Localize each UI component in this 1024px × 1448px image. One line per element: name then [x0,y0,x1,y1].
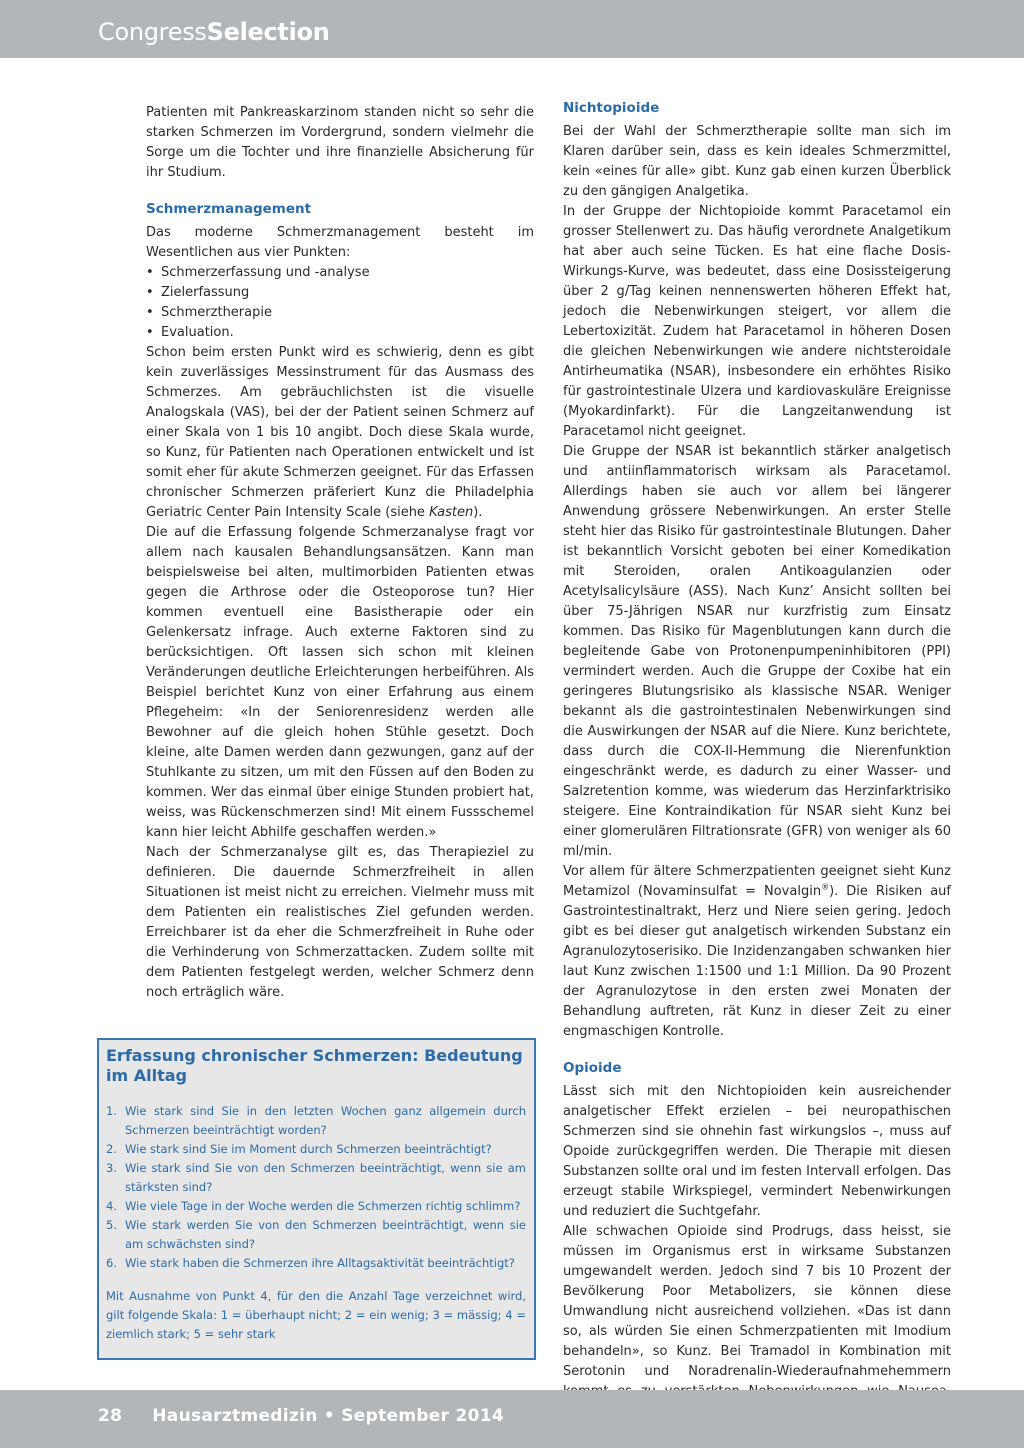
registered-mark: ® [821,882,830,892]
question-item [106,1140,526,1159]
question-text: Wie stark sind Sie in den letzten Wochen ganz allgemein durch Schmerzen beeinträchtigt worden? [125,1104,526,1137]
question-number: 5. [106,1218,117,1232]
paragraph: Nach der Schmerzanalyse gilt es, das Therapieziel zu definieren. Die dauernde Schmerzfreiheit in allen Situationen ist meist nicht zu erreichen. Vielmehr muss mit dem Patienten ein realistisches Ziel gefunden werden. Erreichbarer ist da eher die Schmerzfreiheit in Ruhe oder die Verhinderung von Schmerzattacken. Zudem sollte mit dem Patienten festgelegt werden, welcher Schmerz denn noch erträglich wäre. [146,845,534,1000]
paragraph: Alle schwachen Opioide sind Prodrugs, dass heisst, sie müssen im Organismus erst in wirksame Substanzen umgewandelt werden. Jedoch sind 7 bis 10 Prozent der Bevölkerung Poor Metabolizers, sie können diese Umwandlung nicht ausreichend vollziehen. «Das ist dann so, als würden Sie einen Schmerzpatienten mit Imodium behandeln», so Kunz. Bei Tramadol in Kombination mit Serotonin und Noradrenalin-Wiederaufnahmehemmern [563,1224,951,1379]
brand-bold: Selection [206,18,330,46]
page-number: 28 [98,1406,123,1426]
question-text: Wie stark sind Sie von den Schmerzen beeinträchtigt, wenn sie am stärksten sind? [125,1161,526,1194]
info-box [97,1038,536,1360]
question-text: Wie stark werden Sie von den Schmerzen beeinträchtigt, wenn sie am schwächsten sind? [125,1218,526,1251]
question-item [106,1254,526,1273]
heading-opioide: Opioide [563,1060,622,1076]
question-text: Wie viele Tage in der Woche werden die Schmerzen richtig schlimm? [125,1199,521,1213]
question-item [106,1216,526,1254]
paragraph: Bei der Wahl der Schmerztherapie sollte man sich im Klaren darüber sein, dass es kein ideales Schmerzmittel, kein «eines für alle» gibt. Kunz gab einen kurzen Überblick zu den gängigen Analgetika. [563,124,951,199]
question-list [99,1102,534,1273]
question-number: 4. [106,1199,117,1213]
paragraph: In der Gruppe der Nichtopioide kommt Paracetamol ein grosser Stellenwert zu. Das häufig verordnete Analgetikum hat aber auch seine Tücken. Es hat eine flache Dosis-Wirkungs-Kurve, was bedeutet, dass eine Dosissteigerung über 2 g/Tag keinen nennenswerten höheren Effekt hat, jedoch die Nebenwirkungen steigert, vor allem die Lebertoxizität. Zudem hat Paracetamol in höheren Dosen die gleichen Nebenwirkungen wie andere nichtsteroidale Antirheumatika (NSAR), insbesondere ein erhöhtes Risiko für gastrointestinale Ulzera und kardiovaskuläre Ereignisse (Myokardinfarkt). Für die Langzeitanwendung ist Paracetamol nicht geeignet. [563,204,951,439]
paragraph: Die Gruppe der NSAR ist bekanntlich stärker analgetisch und antiinflammatorisch wirksam als Paracetamol. Allerdings haben sie auch vor allem bei längerer Anwendung grössere Nebenwirkungen. An erster Stelle steht hier das Risiko für gastrointestinale Blutungen. Daher ist bekanntlich Vorsicht geboten bei einer Komedikation mit Steroiden, oralen Antikoagulanzien oder Acetylsalicylsäure (ASS). Nach Kunz’ Ansicht sollten bei über 75-Jährigen NSAR nur kurzfristig zum Einsatz kommen. Das Risiko für Magenblutungen kann durch die begleitende Gabe von Protonenpumpeninhibitoren (PPI) vermindert werden. Auch die Gruppe der Coxibe hat ein geringeres Blutungsrisiko als klassische NSAR. Weniger bekannt als die gastrointestinalen Nebenwirkungen sind die Auswirkungen der NSAR auf die Niere. Kunz berichtete, dass durch die COX-II-Hemmung die Nierenfunktion eingeschränkt werde, es dadurch zu einer Wasser- und Salzretention komme, was wiederum das Herzinfarktrisiko steigere. Eine Kontraindikation für NSAR sieht Kunz bei einer glomerulären Filtrationsrate (GFR) von weniger als 60 ml/min. [563,444,951,859]
text: ). [473,505,483,520]
emphasis: Kasten [429,505,474,520]
text: Vor allem für ältere Schmerzpatienten geeignet sieht Kunz Metamizol (Novaminsulfat = Novalgin [563,864,951,899]
brand-logo [98,18,329,46]
brand-light: Congress [98,18,207,46]
question-number: 1. [106,1104,117,1118]
question-text: Wie stark sind Sie im Moment durch Schmerzen beeinträchtigt? [125,1142,492,1156]
question-number: 6. [106,1256,117,1270]
box-title: Erfassung chronischer Schmerzen: Bedeutung im Alltag [106,1046,523,1085]
paragraph: Lässt sich mit den Nichtopioiden kein ausreichender analgetischer Effekt erzielen – bei neuropathischen Schmerzen sind sie ohnehin fast wirkungslos –, muss auf Opoide zurückgegriffen werden. Die Therapie mit diesen Substanzen sollte oral und im festen Intervall erfolgen. Das erzeugt stabile Wirkspiegel, vermindert Nebenwirkungen und reduziert die Suchtgefahr. [563,1084,951,1219]
box-note: Mit Ausnahme von Punkt 4, für den die Anzahl Tage verzeichnet wird, gilt folgende Skala: 1 = überhaupt nicht; 2 = ein wenig; 3 = mässig; 4 = ziemlich stark; 5 = sehr stark [106,1289,526,1341]
bullet-item: • Zielerfassung [146,283,534,303]
header-bar [0,0,1024,58]
question-number: 2. [106,1142,117,1156]
text: Schon beim ersten Punkt wird es schwierig, denn es gibt kein zuverlässiges Messinstrument für das Ausmass des Schmerzes. Am gebräuchlichsten ist die visuelle Analogskala (VAS), bei der der Patient seinen Schmerz auf einer Skala von 1 bis 10 angibt. Doch diese Skala wurde, so Kunz, für Patienten nach Operationen entwickelt und ist somit eher für akute Schmerzen geeignet. Für das Erfassen chronischer Schmerzen präferiert Kunz die Philadelphia Geriatric Center Pain Intensity Scale (siehe [146,345,534,520]
heading-nichtopioide: Nichtopioide [563,100,660,116]
bullet-list [146,263,534,343]
journal-info: Hausarztmedizin • September 2014 [152,1406,505,1426]
intro-paragraph: Patienten mit Pankreaskarzinom standen nicht so sehr die starken Schmerzen im Vordergrund, sondern vielmehr die Sorge um die Tochter und ihre finanzielle Absicherung für ihr Studium. [146,105,534,180]
left-column [146,103,534,1003]
bullet-item: • Evaluation. [146,323,534,343]
question-text: Wie stark haben die Schmerzen ihre Alltagsaktivität beeinträchtigt? [125,1256,515,1270]
footer [98,1406,504,1426]
right-column [563,98,951,1442]
paragraph [563,862,951,1042]
paragraph: Die auf die Erfassung folgende Schmerzanalyse fragt vor allem nach kausalen Behandlungsansätzen. Kann man beispielsweise bei alten, multimorbiden Patienten etwas gegen die Arthrose oder die Osteoporose tun? Hier kommen eventuell eine Basistherapie oder ein Gelenkersatz infrage. Auch externe Faktoren sind zu berücksichtigen. Oft lassen sich schon mit kleinen Veränderungen deutliche Erleichterungen herbeiführen. Als Beispiel berichtet Kunz von einer Erfahrung aus einem Pflegeheim: «In der Seniorenresidenz werden alle Bewohner auf die gleich hohen Stühle gesetzt. Doch kleine, alte Damen werden dann gezwungen, ganz auf der Stuhlkante zu sitzen, um mit den Füssen auf den Boden zu kommen. Wer das einmal über einige Stunden probiert hat, weiss, was Rückenschmerzen sind! Mit einem Fussschemel kann hier leicht Abhilfe geschaffen werden.» [146,525,534,840]
heading-schmerzmanagement: Schmerzmanagement [146,201,312,217]
bullet-item: • Schmerzerfassung und -analyse [146,263,534,283]
text: ). Die Risiken auf Gastrointestinaltrakt, Herz und Niere seien gering. Jedoch gibt es bei dieser gut analgetisch wirkenden Substanz ein Agranulozytoserisiko. Die Inzidenzangaben schwanken hier laut Kunz zwischen 1:1500 und 1:1 Million. Da 90 Prozent der Agranulozytose in den ersten zwei Monaten der Behandlung auftreten, rät Kunz in dieser Zeit zu einer engmaschigen Kontrolle. [563,884,951,1039]
question-item [106,1102,526,1140]
question-number: 3. [106,1161,117,1175]
question-item [106,1159,526,1197]
bullet-item: • Schmerztherapie [146,303,534,323]
footer-bar [0,1390,1024,1448]
paragraph: Das moderne Schmerzmanagement besteht im Wesentlichen aus vier Punkten: [146,225,534,260]
paragraph [146,343,534,523]
question-item [106,1197,526,1216]
